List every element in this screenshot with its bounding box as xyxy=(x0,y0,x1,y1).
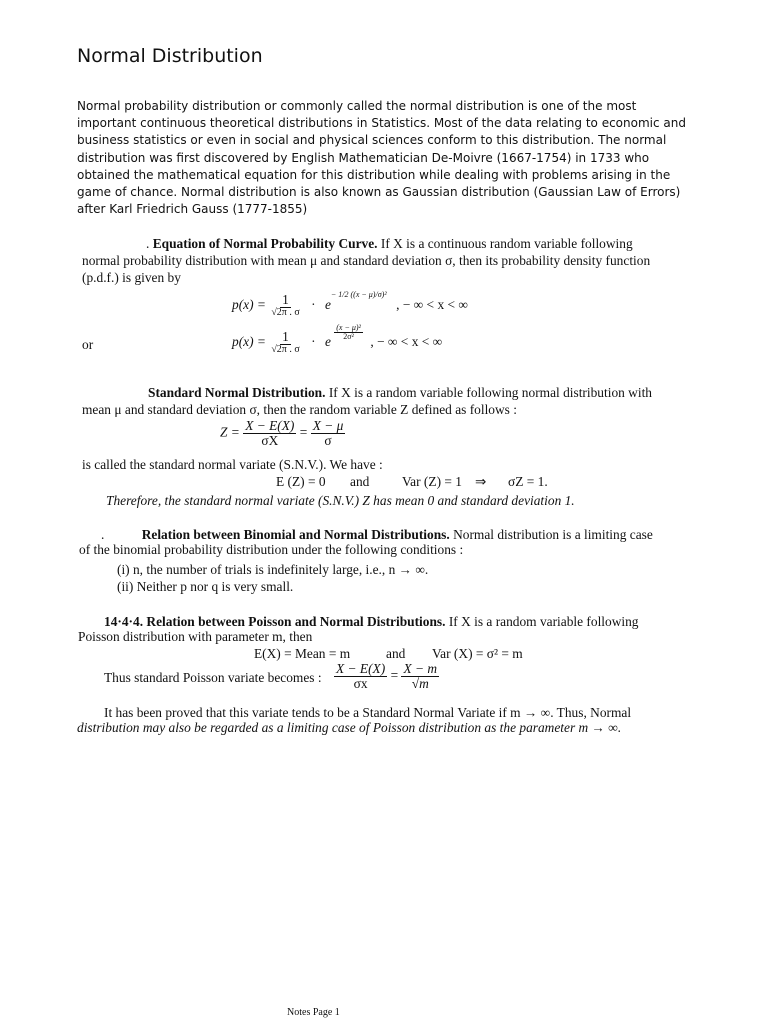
section-equation-heading-line xyxy=(146,236,633,252)
section-binomial-heading-line xyxy=(101,527,653,543)
formula-fraction xyxy=(243,419,296,448)
and-text: and xyxy=(386,646,406,661)
fraction-denominator: √2π . σ xyxy=(271,344,300,356)
equals-sign: = xyxy=(390,667,399,683)
condition-item: (ii) Neither p nor q is very small. xyxy=(117,579,294,594)
section-text: of the binomial probability distribution under the following conditions : xyxy=(79,542,464,557)
section-heading: 14·4·4. Relation between Poisson and Normal Distributions. xyxy=(104,614,446,629)
fraction-numerator: 1 xyxy=(282,292,289,307)
implies-symbol: ⇒ xyxy=(475,474,487,489)
formula-lhs: Z = xyxy=(220,424,240,440)
z-formula xyxy=(220,419,345,448)
intro-line: distribution was first discovered by English Mathematician De-Moivre (1667-1754) in 1733 who xyxy=(77,150,650,165)
and-text: and xyxy=(350,474,370,489)
formula-fraction xyxy=(311,419,346,448)
formula-fraction xyxy=(401,662,439,691)
section-prefix: . xyxy=(101,527,105,542)
formula-fraction xyxy=(269,330,301,356)
dot-operator: · xyxy=(311,333,316,349)
fraction-denominator: σx xyxy=(353,676,368,692)
section-text: It has been proved that this variate tends to be a Standard Normal Variate if m → ∞. Thus, Normal xyxy=(104,705,632,720)
varz-formula: Var (Z) = 1 xyxy=(402,474,462,489)
fraction-numerator: X − m xyxy=(403,661,438,676)
formula-lhs: p(x) = xyxy=(232,333,266,349)
fraction-numerator: (x − μ)² xyxy=(336,322,361,332)
exp-base: e xyxy=(324,296,331,312)
intro-line: business statistics or even in social and physical sciences conform to this distribution. The normal xyxy=(77,133,667,148)
section-text: is called the standard normal variate (S.N.V.). We have : xyxy=(82,457,383,472)
exp-base: e xyxy=(324,333,331,349)
section-poisson-heading-line xyxy=(104,614,639,630)
formula-lhs: p(x) = xyxy=(232,296,266,312)
intro-paragraph xyxy=(77,98,697,218)
section-heading: Standard Normal Distribution. xyxy=(148,385,326,400)
section-prefix: . xyxy=(146,236,150,251)
fraction-denominator: √2π . σ xyxy=(271,307,300,319)
page-footer: Notes Page 1 xyxy=(287,1007,340,1018)
intro-line: game of chance. Normal distribution is also known as Gaussian distribution (Gaussian Law of Errors) xyxy=(77,185,681,200)
fraction-numerator: X − E(X) xyxy=(336,661,386,676)
intro-line: Normal probability distribution or commonly called the normal distribution is one of the most xyxy=(77,99,637,113)
section-text: If X is a random variable following xyxy=(448,614,639,629)
intro-line: obtained the mathematical equation for this distribution while dealing with problems arising in the xyxy=(77,167,671,182)
fraction-numerator: 1 xyxy=(282,329,289,344)
page-title: Normal Distribution xyxy=(77,45,263,67)
intro-line: after Karl Friedrich Gauss (1777-1855) xyxy=(77,202,308,217)
equals-sign: = xyxy=(299,424,308,440)
mean-formula: E(X) = Mean = m xyxy=(254,646,351,661)
section-text: If X is a continuous random variable following xyxy=(380,236,633,251)
section-text: Thus standard Poisson variate becomes : xyxy=(104,670,322,685)
section-text: Therefore, the standard normal variate (S.N.V.) Z has mean 0 and standard deviation 1. xyxy=(106,493,575,508)
section-snd-heading-line xyxy=(148,385,652,401)
section-text: distribution may also be regarded as a limiting case of Poisson distribution as the parameter m → ∞. xyxy=(77,720,622,735)
section-heading: Equation of Normal Probability Curve. xyxy=(152,236,378,251)
fraction-denominator: σX xyxy=(261,433,279,449)
dot-operator: · xyxy=(311,296,316,312)
condition-item: (i) n, the number of trials is indefinitely large, i.e., n → ∞. xyxy=(117,562,429,577)
formula-fraction xyxy=(269,293,301,319)
fraction-denominator: √m xyxy=(411,676,429,692)
fraction-denominator: 2σ² xyxy=(343,332,354,342)
or-label: or xyxy=(82,337,94,352)
pdf-formula-1 xyxy=(232,290,468,319)
poisson-variate-formula xyxy=(334,662,439,691)
var-formula: Var (X) = σ² = m xyxy=(432,646,523,661)
section-text: Poisson distribution with parameter m, then xyxy=(78,629,313,644)
formula-fraction xyxy=(334,662,387,691)
range-text: , − ∞ < x < ∞ xyxy=(370,333,443,349)
intro-line: important continuous theoretical distributions in Statistics. Most of the data relating to economic and xyxy=(77,116,686,131)
fraction-numerator: X − E(X) xyxy=(245,418,295,433)
pdf-formula-2 xyxy=(232,322,443,356)
exponent: − 1/2 ((x − μ)/σ)² xyxy=(330,290,387,300)
section-text: normal probability distribution with mean μ and standard deviation σ, then its probability density function xyxy=(82,253,651,268)
section-text: If X is a random variable following normal distribution with xyxy=(328,385,652,400)
section-heading: Relation between Binomial and Normal Distributions. xyxy=(141,527,450,542)
section-text: Normal distribution is a limiting case xyxy=(453,527,653,542)
fraction-numerator: X − μ xyxy=(312,418,344,433)
section-text: mean μ and standard deviation σ, then the random variable Z defined as follows : xyxy=(82,402,517,417)
ez-formula: E (Z) = 0 xyxy=(276,474,326,489)
exponent-fraction xyxy=(334,324,363,342)
section-text: (p.d.f.) is given by xyxy=(82,270,181,285)
fraction-denominator: σ xyxy=(324,433,332,449)
sigz-formula: σZ = 1. xyxy=(508,474,548,489)
range-text: , − ∞ < x < ∞ xyxy=(396,296,468,312)
